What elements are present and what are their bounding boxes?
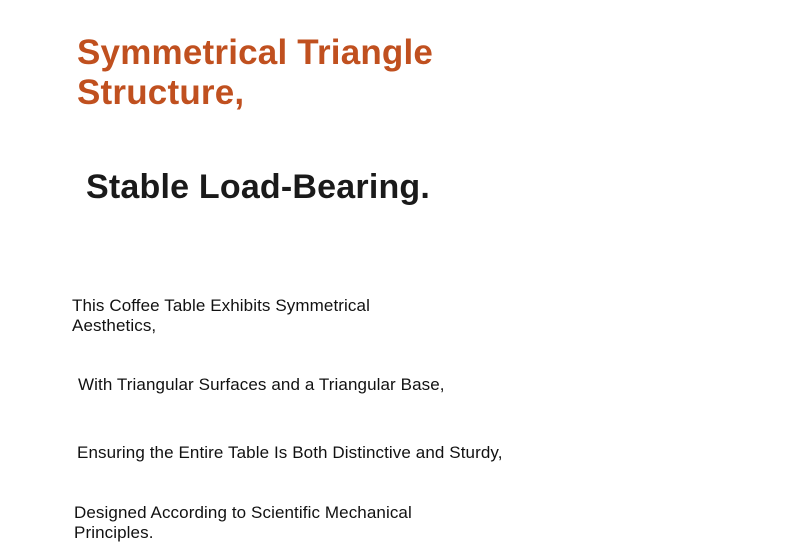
- page-title: [77, 33, 557, 113]
- title-line-1: Symmetrical Triangle: [77, 33, 434, 72]
- paragraph-line: Principles.: [74, 523, 154, 542]
- paragraph-scientific-principles: [74, 503, 474, 543]
- paragraph-line: This Coffee Table Exhibits Symmetrical: [72, 296, 370, 315]
- paragraph-line: Aesthetics,: [72, 316, 157, 335]
- title-line-2: Structure,: [77, 73, 245, 112]
- paragraph-line: Designed According to Scientific Mechanical: [74, 503, 412, 522]
- subtitle: Stable Load-Bearing.: [86, 168, 431, 206]
- paragraph-triangular-surfaces: With Triangular Surfaces and a Triangular Base,: [78, 375, 445, 394]
- paragraph-symmetrical-aesthetics: [72, 296, 432, 336]
- paragraph-distinctive-sturdy: Ensuring the Entire Table Is Both Distinctive and Sturdy,: [77, 443, 503, 462]
